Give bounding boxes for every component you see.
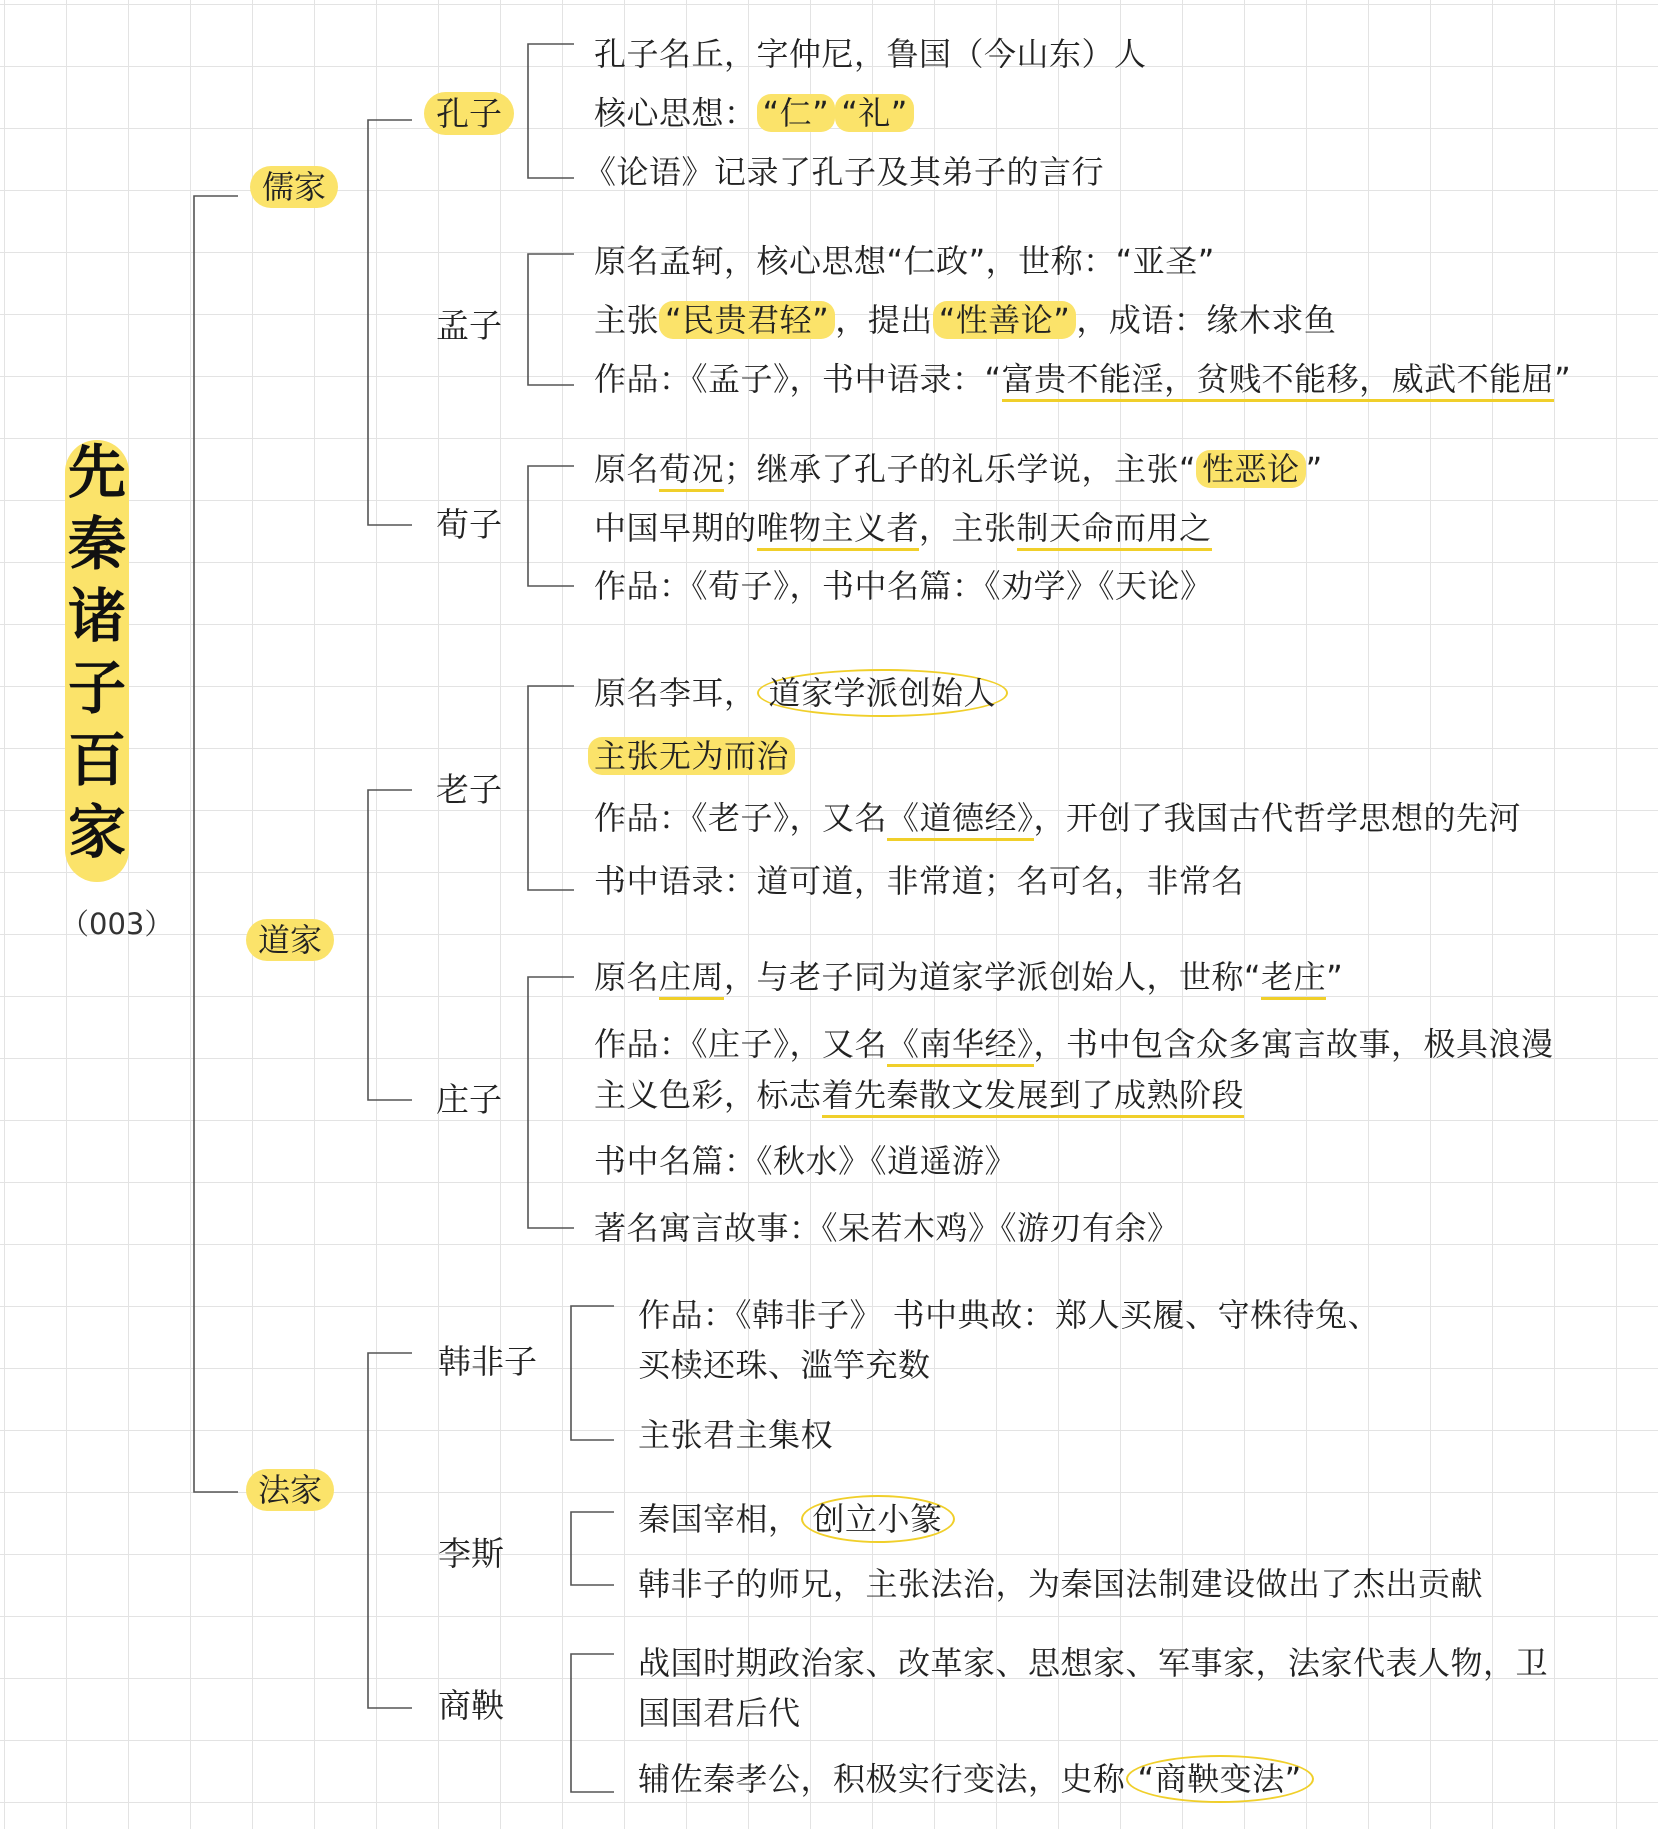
person-laozi: 老子 [436,770,502,809]
lisi-item-2: 韩非子的师兄，主张法治，为秦国法制建设做出了杰出贡献 [638,1565,1484,1603]
laozi-item-4: 书中语录：道可道，非常道；名可名，非常名 [594,862,1245,900]
hanfeizi-bracket [571,1306,614,1440]
highlight-ren: “仁” [757,94,836,132]
fa-bracket [368,1353,412,1708]
text-segment: ，主张 [919,509,1017,547]
underline-nanhuajing: 《南华经》 [887,1025,1034,1067]
title-number: （003） [60,907,174,941]
highlight-minguijunqing: “民贵君轻” [659,301,835,339]
shangyang-item-1b: 国国君后代 [638,1694,801,1732]
lisi-item-1 [638,1498,955,1540]
text-segment: ” [1305,450,1323,488]
text-segment: 秦国宰相， [638,1500,801,1538]
dao-bracket [368,790,412,1100]
kongzi-bracket [528,44,574,178]
text-segment: 辅佐秦孝公，积极实行变法，史称 [638,1760,1126,1798]
underline-weiwu: 唯物主义者 [757,509,920,551]
hanfeizi-item-1: 作品：《韩非子》 书中典故：郑人买履、守株待兔、 [638,1296,1381,1334]
highlight-xingelun: 性恶论 [1196,450,1306,488]
mengzi-bracket [528,254,574,385]
text-segment: 主张 [594,301,660,339]
kongzi-item-3: 《论语》记录了孔子及其弟子的言行 [584,153,1105,191]
text-segment: 核心思想： [594,94,757,132]
shangyang-bracket [571,1654,614,1792]
text-segment: 作品：《老子》，又名 [594,799,888,837]
text-segment: ，开创了我国古代哲学思想的先河 [1033,799,1522,837]
text-segment: 原名李耳， [594,674,757,712]
school-dao-label: 道家 [246,919,334,961]
circled-xiaozhuan: 创立小篆 [801,1495,955,1543]
laozi-item-1 [594,672,1008,714]
shangyang-item-1: 战国时期政治家、改革家、思想家、军事家，法家代表人物，卫 [638,1644,1549,1682]
title-char: 家 [67,798,126,866]
school-fa-label: 法家 [246,1469,334,1511]
school-dao [246,920,334,960]
kongzi-item-2 [594,92,914,134]
zhuangzi-item-2b [594,1074,1244,1116]
zhuangzi-item-3: 书中名篇：《秋水》《逍遥游》 [594,1142,1018,1180]
person-zhuangzi: 庄子 [436,1080,502,1119]
text-segment: 作品：《庄子》，又名 [594,1025,888,1063]
hanfeizi-item-1b: 买椟还珠、滥竽充数 [638,1346,931,1384]
person-mengzi: 孟子 [436,306,502,345]
text-segment: 原名 [594,450,660,488]
zhuangzi-bracket [528,977,574,1228]
zhuangzi-item-4: 著名寓言故事：《呆若木鸡》《游刃有余》 [594,1209,1180,1247]
shangyang-item-2 [638,1758,1314,1800]
circled-daojia: 道家学派创始人 [757,669,1009,717]
text-segment: ” [1326,958,1344,996]
zhuangzi-item-1 [594,956,1343,998]
text-segment: 原名 [594,958,660,996]
kongzi-item-1: 孔子名丘，字仲尼，鲁国（今山东）人 [594,35,1147,73]
highlight-xingshanlun: “性善论” [933,301,1077,339]
main-title [65,440,129,882]
circled-shangyangbianfa: “商鞅变法” [1126,1755,1314,1803]
underline-tianming: 制天命而用之 [1017,509,1212,551]
person-kongzi [424,94,514,134]
person-hanfeizi: 韩非子 [438,1342,537,1381]
lisi-bracket [571,1512,614,1585]
text-segment: ” [1554,360,1572,398]
title-char: 百 [67,726,126,794]
underline-laozhuang: 老庄 [1261,958,1326,1000]
xunzi-bracket [528,466,574,586]
xunzi-item-1 [594,448,1323,490]
text-segment: ，提出 [835,301,933,339]
underline-daodejing: 《道德经》 [887,799,1034,841]
title-char: 子 [67,654,126,722]
person-xunzi: 荀子 [436,505,502,544]
title-char: 诸 [67,582,126,650]
zhuangzi-item-2 [594,1023,1554,1065]
hanfeizi-item-2: 主张君主集权 [638,1416,834,1454]
underline-quote: 富贵不能淫，贫贱不能移，威武不能屈 [1002,360,1555,402]
text-segment: 主义色彩，标志 [594,1076,822,1114]
highlight-wuwei: 主张无为而治 [588,737,795,775]
mengzi-item-1: 原名孟轲，核心思想“仁政”，世称：“亚圣” [594,242,1215,280]
underline-xunkuang: 荀况 [659,450,724,492]
text-segment: ；继承了孔子的礼乐学说，主张“ [724,450,1197,488]
mengzi-item-2 [594,299,1336,341]
laozi-bracket [528,686,574,890]
person-kongzi-label: 孔子 [424,92,514,135]
school-ru-label: 儒家 [250,166,338,208]
text-segment: 作品：《孟子》，书中语录：“ [594,360,1002,398]
root-bracket [194,196,238,1492]
person-shangyang: 商鞅 [438,1686,504,1725]
highlight-li: “礼” [835,94,914,132]
text-segment: ，与老子同为道家学派创始人，世称“ [724,958,1262,996]
underline-xianqinsanwen: 着先秦散文发展到了成熟阶段 [822,1076,1245,1118]
xunzi-item-3: 作品：《荀子》，书中名篇：《劝学》《天论》 [594,567,1213,605]
title-char: 先 [67,438,126,506]
text-segment: ，书中包含众多寓言故事，极具浪漫 [1033,1025,1554,1063]
text-segment: 中国早期的 [594,509,757,547]
xunzi-item-2 [594,507,1212,549]
person-lisi: 李斯 [438,1534,504,1573]
laozi-item-3 [594,797,1521,839]
underline-zhuangzhou: 庄周 [659,958,724,1000]
ru-bracket [368,120,412,525]
text-segment: ，成语：缘木求鱼 [1076,301,1337,339]
title-char: 秦 [67,510,126,578]
school-fa [246,1470,334,1510]
laozi-item-2 [588,735,795,777]
school-ru [250,167,338,207]
mengzi-item-3 [594,358,1571,400]
